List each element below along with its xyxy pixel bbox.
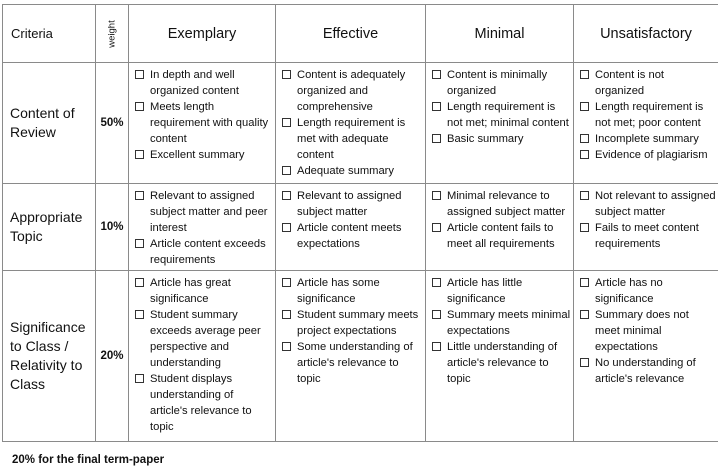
checkbox-icon: [580, 358, 589, 367]
checklist-item-text: Relevant to assigned subject matter: [297, 190, 402, 218]
checklist-item-text: No understanding of article's relevance: [595, 357, 696, 385]
cell-unsatisfactory: [574, 271, 718, 442]
checklist-item: [432, 307, 571, 339]
item-list: [574, 184, 718, 254]
checklist-item: [432, 188, 571, 220]
cell-minimal: [426, 63, 574, 184]
checkbox-icon: [282, 342, 291, 351]
checklist-item: [135, 188, 273, 236]
checklist-item: [282, 275, 423, 307]
checkbox-icon: [135, 310, 144, 319]
checkbox-icon: [135, 102, 144, 111]
checklist-item: [135, 99, 273, 147]
item-list: [276, 63, 425, 181]
checklist-item: [135, 236, 273, 268]
checkbox-icon: [282, 310, 291, 319]
checklist-item-text: Article content fails to meet all requirements: [447, 222, 555, 250]
cell-effective: [276, 63, 426, 184]
rubric-table: [2, 4, 718, 442]
checklist-item-text: Meets length requirement with quality content: [150, 101, 269, 145]
checklist-item: [432, 220, 571, 252]
criterion-text: Content of Review: [10, 105, 75, 140]
checkbox-icon: [432, 102, 441, 111]
checklist-item: [580, 188, 716, 220]
item-list: [129, 271, 275, 437]
item-list: [129, 184, 275, 270]
checklist-item: [580, 67, 716, 99]
checklist-item: [580, 355, 716, 387]
checklist-item: [135, 371, 273, 435]
checkbox-icon: [432, 342, 441, 351]
checkbox-icon: [432, 191, 441, 200]
criterion-label: [3, 271, 96, 442]
checkbox-icon: [432, 310, 441, 319]
checkbox-icon: [282, 223, 291, 232]
checkbox-icon: [580, 150, 589, 159]
checklist-item-text: Some understanding of article's relevance to topic: [297, 341, 413, 385]
checklist-item: [135, 147, 273, 163]
criterion-text: Significance to Class / Relativity to Class: [10, 319, 86, 392]
weight-value: 10%: [96, 184, 129, 271]
checkbox-icon: [282, 278, 291, 287]
cell-exemplary: [129, 184, 276, 271]
checklist-item: [432, 275, 571, 307]
checkbox-icon: [282, 70, 291, 79]
checklist-item-text: Fails to meet content requirements: [595, 222, 699, 250]
item-list: [426, 184, 573, 254]
cell-minimal: [426, 184, 574, 271]
weight-header-label: weight: [106, 19, 118, 48]
weight-value: 50%: [96, 63, 129, 184]
checklist-item: [282, 67, 423, 115]
checklist-item-text: Not relevant to assigned subject matter: [595, 190, 716, 218]
checkbox-icon: [432, 134, 441, 143]
level-header-exemplary: Exemplary: [129, 5, 276, 63]
checklist-item: [580, 147, 716, 163]
checklist-item: [282, 188, 423, 220]
checklist-item-text: Adequate summary: [297, 165, 395, 177]
checklist-item-text: Article content meets expectations: [297, 222, 402, 250]
level-header-unsatisfactory: Unsatisfactory: [574, 5, 718, 63]
row-content-of-review: [3, 63, 718, 184]
checklist-item-text: Student displays understanding of article's relevance to topic: [150, 373, 252, 433]
checkbox-icon: [135, 374, 144, 383]
checkbox-icon: [580, 191, 589, 200]
checklist-item: [135, 307, 273, 371]
checklist-item: [432, 339, 571, 387]
checkbox-icon: [135, 191, 144, 200]
checklist-item: [282, 339, 423, 387]
checkbox-icon: [432, 278, 441, 287]
checklist-item-text: Article has no significance: [595, 277, 663, 305]
checkbox-icon: [580, 278, 589, 287]
criterion-label: [3, 184, 96, 271]
row-appropriate-topic: [3, 184, 718, 271]
checkbox-icon: [135, 150, 144, 159]
checkbox-icon: [580, 223, 589, 232]
checklist-item-text: Excellent summary: [150, 149, 245, 161]
checkbox-icon: [135, 278, 144, 287]
checkbox-icon: [580, 310, 589, 319]
criteria-header: Criteria: [3, 5, 96, 63]
checklist-item: [580, 99, 716, 131]
checkbox-icon: [135, 239, 144, 248]
checklist-item: [580, 131, 716, 147]
item-list: [426, 63, 573, 149]
checkbox-icon: [282, 118, 291, 127]
item-list: [574, 271, 718, 389]
checklist-item-text: Summary meets minimal expectations: [447, 309, 571, 337]
criterion-text: Appropriate Topic: [10, 209, 83, 244]
checklist-item-text: Student summary meets project expectations: [297, 309, 419, 337]
item-list: [129, 63, 275, 165]
row-significance-to-class: [3, 271, 718, 442]
cell-unsatisfactory: [574, 63, 718, 184]
checklist-item-text: Incomplete summary: [595, 133, 699, 145]
checklist-item-text: Length requirement is not met; minimal content: [447, 101, 569, 129]
checklist-item-text: Content is minimally organized: [447, 69, 548, 97]
cell-exemplary: [129, 271, 276, 442]
checklist-item-text: Length requirement is not met; poor content: [595, 101, 704, 129]
checklist-item-text: Basic summary: [447, 133, 524, 145]
checkbox-icon: [135, 70, 144, 79]
checklist-item: [282, 163, 423, 179]
weight-value: 20%: [96, 271, 129, 442]
checklist-item-text: Minimal relevance to assigned subject matter: [447, 190, 566, 218]
checklist-item: [580, 220, 716, 252]
checklist-item: [135, 275, 273, 307]
criterion-label: [3, 63, 96, 184]
item-list: [276, 271, 425, 389]
checklist-item: [580, 307, 716, 355]
checklist-item-text: Article has some significance: [297, 277, 380, 305]
checklist-item-text: Summary does not meet minimal expectations: [595, 309, 689, 353]
cell-minimal: [426, 271, 574, 442]
checklist-item: [432, 67, 571, 99]
level-header-effective: Effective: [276, 5, 426, 63]
checklist-item-text: Article content exceeds requirements: [150, 238, 266, 266]
checkbox-icon: [580, 102, 589, 111]
checklist-item: [135, 67, 273, 99]
checkbox-icon: [580, 70, 589, 79]
footer-note: 20% for the final term-paper: [12, 454, 165, 466]
checklist-item-text: Content is not organized: [595, 69, 665, 97]
checkbox-icon: [432, 70, 441, 79]
checklist-item-text: Little understanding of article's relevance to topic: [447, 341, 558, 385]
weight-header: [96, 5, 129, 63]
checklist-item-text: Student summary exceeds average peer perspective and understanding: [150, 309, 261, 369]
cell-unsatisfactory: [574, 184, 718, 271]
checklist-item-text: In depth and well organized content: [150, 69, 239, 97]
checklist-item: [282, 220, 423, 252]
checklist-item-text: Relevant to assigned subject matter and peer interest: [150, 190, 268, 234]
checklist-item: [432, 131, 571, 147]
checkbox-icon: [580, 134, 589, 143]
checklist-item-text: Length requirement is met with adequate content: [297, 117, 406, 161]
checklist-item-text: Article has little significance: [447, 277, 523, 305]
checkbox-icon: [432, 223, 441, 232]
checklist-item: [580, 275, 716, 307]
checklist-item: [432, 99, 571, 131]
checklist-item-text: Content is adequately organized and comprehensive: [297, 69, 406, 113]
cell-effective: [276, 271, 426, 442]
item-list: [276, 184, 425, 254]
checklist-item: [282, 115, 423, 163]
item-list: [426, 271, 573, 389]
cell-exemplary: [129, 63, 276, 184]
checklist-item: [282, 307, 423, 339]
item-list: [574, 63, 718, 165]
level-header-minimal: Minimal: [426, 5, 574, 63]
checklist-item-text: Article has great significance: [150, 277, 231, 305]
cell-effective: [276, 184, 426, 271]
checkbox-icon: [282, 191, 291, 200]
header-row: [3, 5, 718, 63]
checklist-item-text: Evidence of plagiarism: [595, 149, 708, 161]
checkbox-icon: [282, 166, 291, 175]
